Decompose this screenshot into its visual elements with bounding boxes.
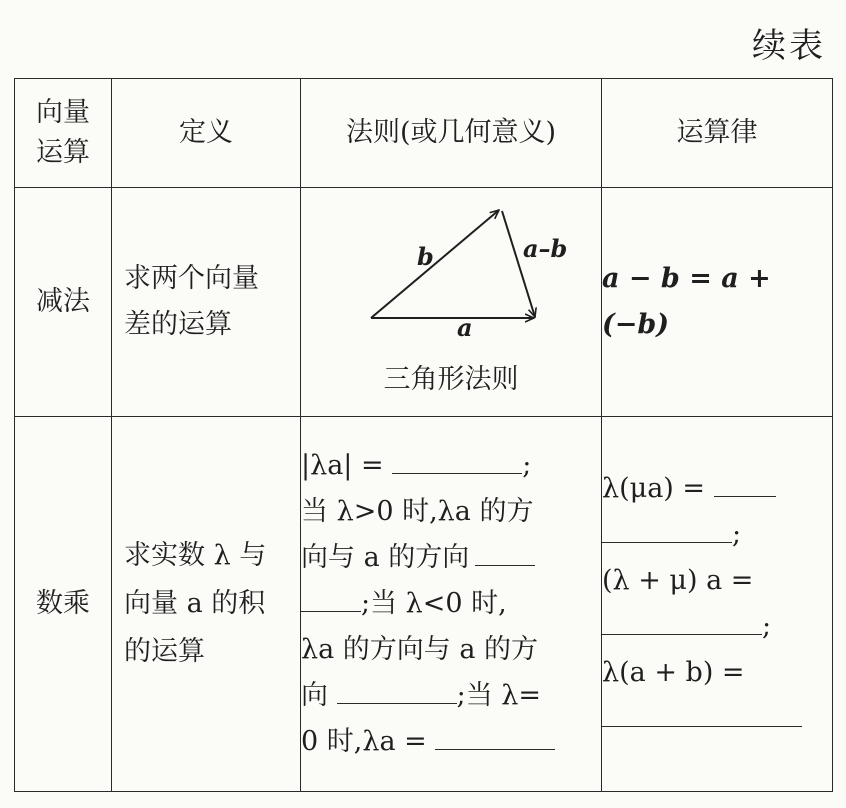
blank-distributive-vector <box>602 698 802 727</box>
scalar-law-line5: λ(a + b) = <box>602 657 745 688</box>
scalar-rule-line7: 0 时,λa = <box>301 719 601 765</box>
vector-a-label: a <box>457 312 473 342</box>
scalar-definition <box>112 417 301 792</box>
header-operation-line2: 运算 <box>36 137 90 168</box>
scalar-def-line1: 求实数 λ 与 <box>124 540 267 571</box>
scalar-rule-line3: 向与 a 的方向 <box>301 535 601 581</box>
scalar-law-line4: ; <box>602 604 832 650</box>
continued-label: 续表 <box>752 26 826 66</box>
blank-direction-positive <box>475 537 535 566</box>
subtraction-law-line2: (−b) <box>602 309 670 340</box>
subtraction-law-line1: a − b = a + <box>602 263 771 294</box>
scalar-def-line2: 向量 a 的积 <box>124 588 266 619</box>
vector-diff-label: a–b <box>523 233 568 263</box>
scalar-def-line3: 的运算 <box>124 636 205 667</box>
scalar-rule-line5: λa 的方向与 a 的方 <box>301 634 539 665</box>
subtraction-name: 减法 <box>15 188 112 417</box>
scalar-rule-line6: 向 ;当 λ= <box>301 673 601 719</box>
table-row-scalar <box>15 417 833 792</box>
vector-diff-arrow <box>502 211 535 317</box>
scalar-rule-line1: |λa| = ; <box>301 443 601 489</box>
scalar-rule <box>301 417 602 792</box>
subtraction-definition <box>112 188 301 417</box>
blank-direction-positive-cont <box>301 583 361 612</box>
scalar-law <box>602 417 833 792</box>
scalar-law-line3: (λ + μ) a = <box>602 565 754 596</box>
subtraction-def-line2: 差的运算 <box>124 309 232 340</box>
subtraction-rule <box>301 188 602 417</box>
blank-zero <box>435 721 555 750</box>
scalar-law-line6 <box>602 696 832 742</box>
table-row-subtraction <box>15 188 833 417</box>
subtraction-def-line1: 求两个向量 <box>124 263 259 294</box>
scalar-name: 数乘 <box>15 417 112 792</box>
triangle-rule-caption: 三角形法则 <box>383 363 519 395</box>
header-operation-line1: 向量 <box>36 97 90 128</box>
header-rule: 法则(或几何意义) <box>301 79 602 188</box>
blank-associative <box>714 468 776 497</box>
header-operation <box>15 79 112 188</box>
subtraction-law <box>602 188 833 417</box>
blank-direction-negative <box>337 675 457 704</box>
blank-distributive-scalar <box>602 606 762 635</box>
blank-magnitude <box>392 445 522 474</box>
vector-operations-table <box>14 78 833 792</box>
vector-b-arrow <box>371 210 499 318</box>
triangle-rule-figure <box>321 205 581 345</box>
table-header-row <box>15 79 833 188</box>
scalar-rule-line4: ;当 λ<0 时, <box>301 581 601 627</box>
header-law: 运算律 <box>602 79 833 188</box>
scalar-law-line2: ; <box>602 512 832 558</box>
vector-b-label: b <box>417 241 434 271</box>
blank-associative-cont <box>602 514 732 543</box>
scalar-rule-line2: 当 λ>0 时,λa 的方 <box>301 496 534 527</box>
scalar-law-line1: λ(μa) = <box>602 466 832 512</box>
triangle-diagram <box>301 205 601 360</box>
header-definition: 定义 <box>112 79 301 188</box>
